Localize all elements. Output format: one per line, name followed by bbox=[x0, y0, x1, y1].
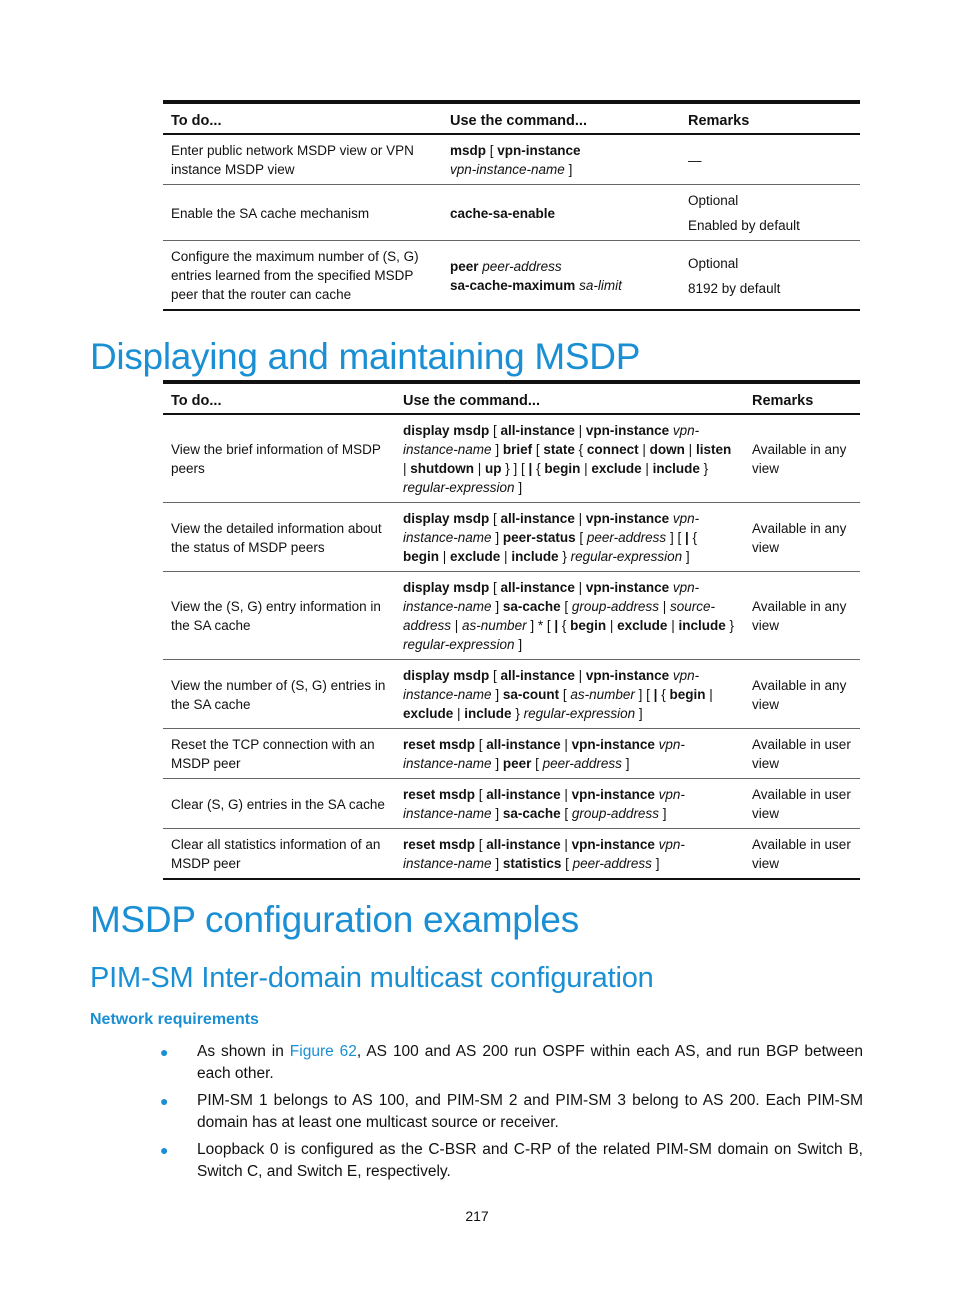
table-row bbox=[163, 185, 860, 241]
table-row bbox=[163, 660, 860, 729]
remarks-cell: Available in any view bbox=[744, 414, 860, 503]
bullet-icon: ● bbox=[160, 1142, 169, 1158]
list-item bbox=[160, 1139, 863, 1183]
command-cell: display msdp [ all-instance | vpn-instance vpn-instance-name ] peer-status [ peer-address ] [ | { begin | exclude | include } regular-expression ] bbox=[395, 503, 744, 572]
remarks-cell bbox=[680, 134, 860, 185]
command-cell: peer peer-address sa-cache-maximum sa-limit bbox=[442, 241, 680, 311]
table-header-row bbox=[163, 102, 860, 134]
remarks-text: Enabled by default bbox=[688, 218, 800, 233]
remarks-text: — bbox=[688, 152, 702, 168]
remarks-cell bbox=[680, 241, 860, 311]
network-requirements-heading: Network requirements bbox=[90, 1011, 259, 1028]
col-header-todo: To do... bbox=[163, 382, 395, 414]
todo-cell: Configure the maximum number of (S, G) entries learned from the specified MSDP peer that the router can cache bbox=[163, 241, 442, 311]
subsection-heading-pimsm: PIM-SM Inter-domain multicast configuration bbox=[90, 962, 654, 994]
page-number: 217 bbox=[465, 1208, 489, 1224]
bullet-icon: ● bbox=[160, 1093, 169, 1109]
command-cell: display msdp [ all-instance | vpn-instance vpn-instance-name ] sa-cache [ group-address | source-address | as-number ] * [ | { begin | exclude | include } regular-expression ] bbox=[395, 572, 744, 660]
table-row bbox=[163, 729, 860, 779]
remarks-text: Optional bbox=[688, 193, 739, 208]
remarks-text: Optional bbox=[688, 255, 739, 271]
todo-cell: Enable the SA cache mechanism bbox=[163, 185, 442, 241]
command-cell: display msdp [ all-instance | vpn-instance vpn-instance-name ] brief [ state { connect | down | listen | shutdown | up } ] [ | { begin | exclude | include } regular-expression ] bbox=[395, 414, 744, 503]
section-heading-examples: MSDP configuration examples bbox=[90, 899, 579, 940]
bullet-icon: ● bbox=[160, 1044, 169, 1060]
command-cell: reset msdp [ all-instance | vpn-instance vpn-instance-name ] peer [ peer-address ] bbox=[395, 729, 744, 779]
todo-cell: View the brief information of MSDP peers bbox=[163, 414, 395, 503]
command-cell: cache-sa-enable bbox=[442, 185, 680, 241]
bullet-text: As shown in bbox=[197, 1043, 290, 1060]
command-cell: display msdp [ all-instance | vpn-instance vpn-instance-name ] sa-count [ as-number ] [ | { begin | exclude | include } regular-expression ] bbox=[395, 660, 744, 729]
todo-cell: Clear (S, G) entries in the SA cache bbox=[163, 779, 395, 829]
remarks-cell: Available in user view bbox=[744, 829, 860, 880]
todo-cell: View the number of (S, G) entries in the SA cache bbox=[163, 660, 395, 729]
remarks-cell: Available in user view bbox=[744, 729, 860, 779]
command-cell: reset msdp [ all-instance | vpn-instance vpn-instance-name ] statistics [ peer-address ] bbox=[395, 829, 744, 880]
col-header-remarks: Remarks bbox=[744, 382, 860, 414]
col-header-todo: To do... bbox=[163, 102, 442, 134]
todo-cell: View the (S, G) entry information in the SA cache bbox=[163, 572, 395, 660]
remarks-cell: Available in any view bbox=[744, 660, 860, 729]
col-header-command: Use the command... bbox=[395, 382, 744, 414]
remarks-cell bbox=[680, 185, 860, 241]
todo-cell: View the detailed information about the status of MSDP peers bbox=[163, 503, 395, 572]
remarks-cell: Available in any view bbox=[744, 503, 860, 572]
command-cell: msdp [ vpn-instance vpn-instance-name ] bbox=[442, 134, 680, 185]
bullet-text: PIM-SM 1 belongs to AS 100, and PIM-SM 2 and PIM-SM 3 belong to AS 200. Each PIM-SM domain has at least one multicast source or receiver. bbox=[197, 1092, 863, 1131]
table-header-row bbox=[163, 382, 860, 414]
todo-cell: Reset the TCP connection with an MSDP peer bbox=[163, 729, 395, 779]
table-row bbox=[163, 829, 860, 880]
todo-cell: Clear all statistics information of an MSDP peer bbox=[163, 829, 395, 880]
todo-cell: Enter public network MSDP view or VPN instance MSDP view bbox=[163, 134, 442, 185]
command-cell: reset msdp [ all-instance | vpn-instance vpn-instance-name ] sa-cache [ group-address ] bbox=[395, 779, 744, 829]
table-row bbox=[163, 779, 860, 829]
remarks-cell: Available in any view bbox=[744, 572, 860, 660]
display-table bbox=[163, 380, 860, 880]
requirements-list bbox=[160, 1041, 863, 1188]
remarks-cell: Available in user view bbox=[744, 779, 860, 829]
col-header-remarks: Remarks bbox=[680, 102, 860, 134]
section-heading-display: Displaying and maintaining MSDP bbox=[90, 336, 641, 377]
col-header-command: Use the command... bbox=[442, 102, 680, 134]
figure-62-link[interactable]: Figure 62 bbox=[289, 1043, 357, 1060]
bullet-text: , AS 100 and AS 200 run OSPF within each AS, and run BGP between each other. bbox=[197, 1043, 863, 1082]
table-row bbox=[163, 572, 860, 660]
list-item bbox=[160, 1041, 863, 1085]
config-table bbox=[163, 100, 860, 311]
list-item bbox=[160, 1090, 863, 1134]
table-row bbox=[163, 414, 860, 503]
bullet-text: Loopback 0 is configured as the C-BSR and C-RP of the related PIM-SM domain on Switch B, Switch C, and Switch E, respectively. bbox=[197, 1141, 863, 1180]
table-row bbox=[163, 503, 860, 572]
remarks-text: 8192 by default bbox=[688, 280, 781, 296]
table-row bbox=[163, 134, 860, 185]
table-row bbox=[163, 241, 860, 311]
